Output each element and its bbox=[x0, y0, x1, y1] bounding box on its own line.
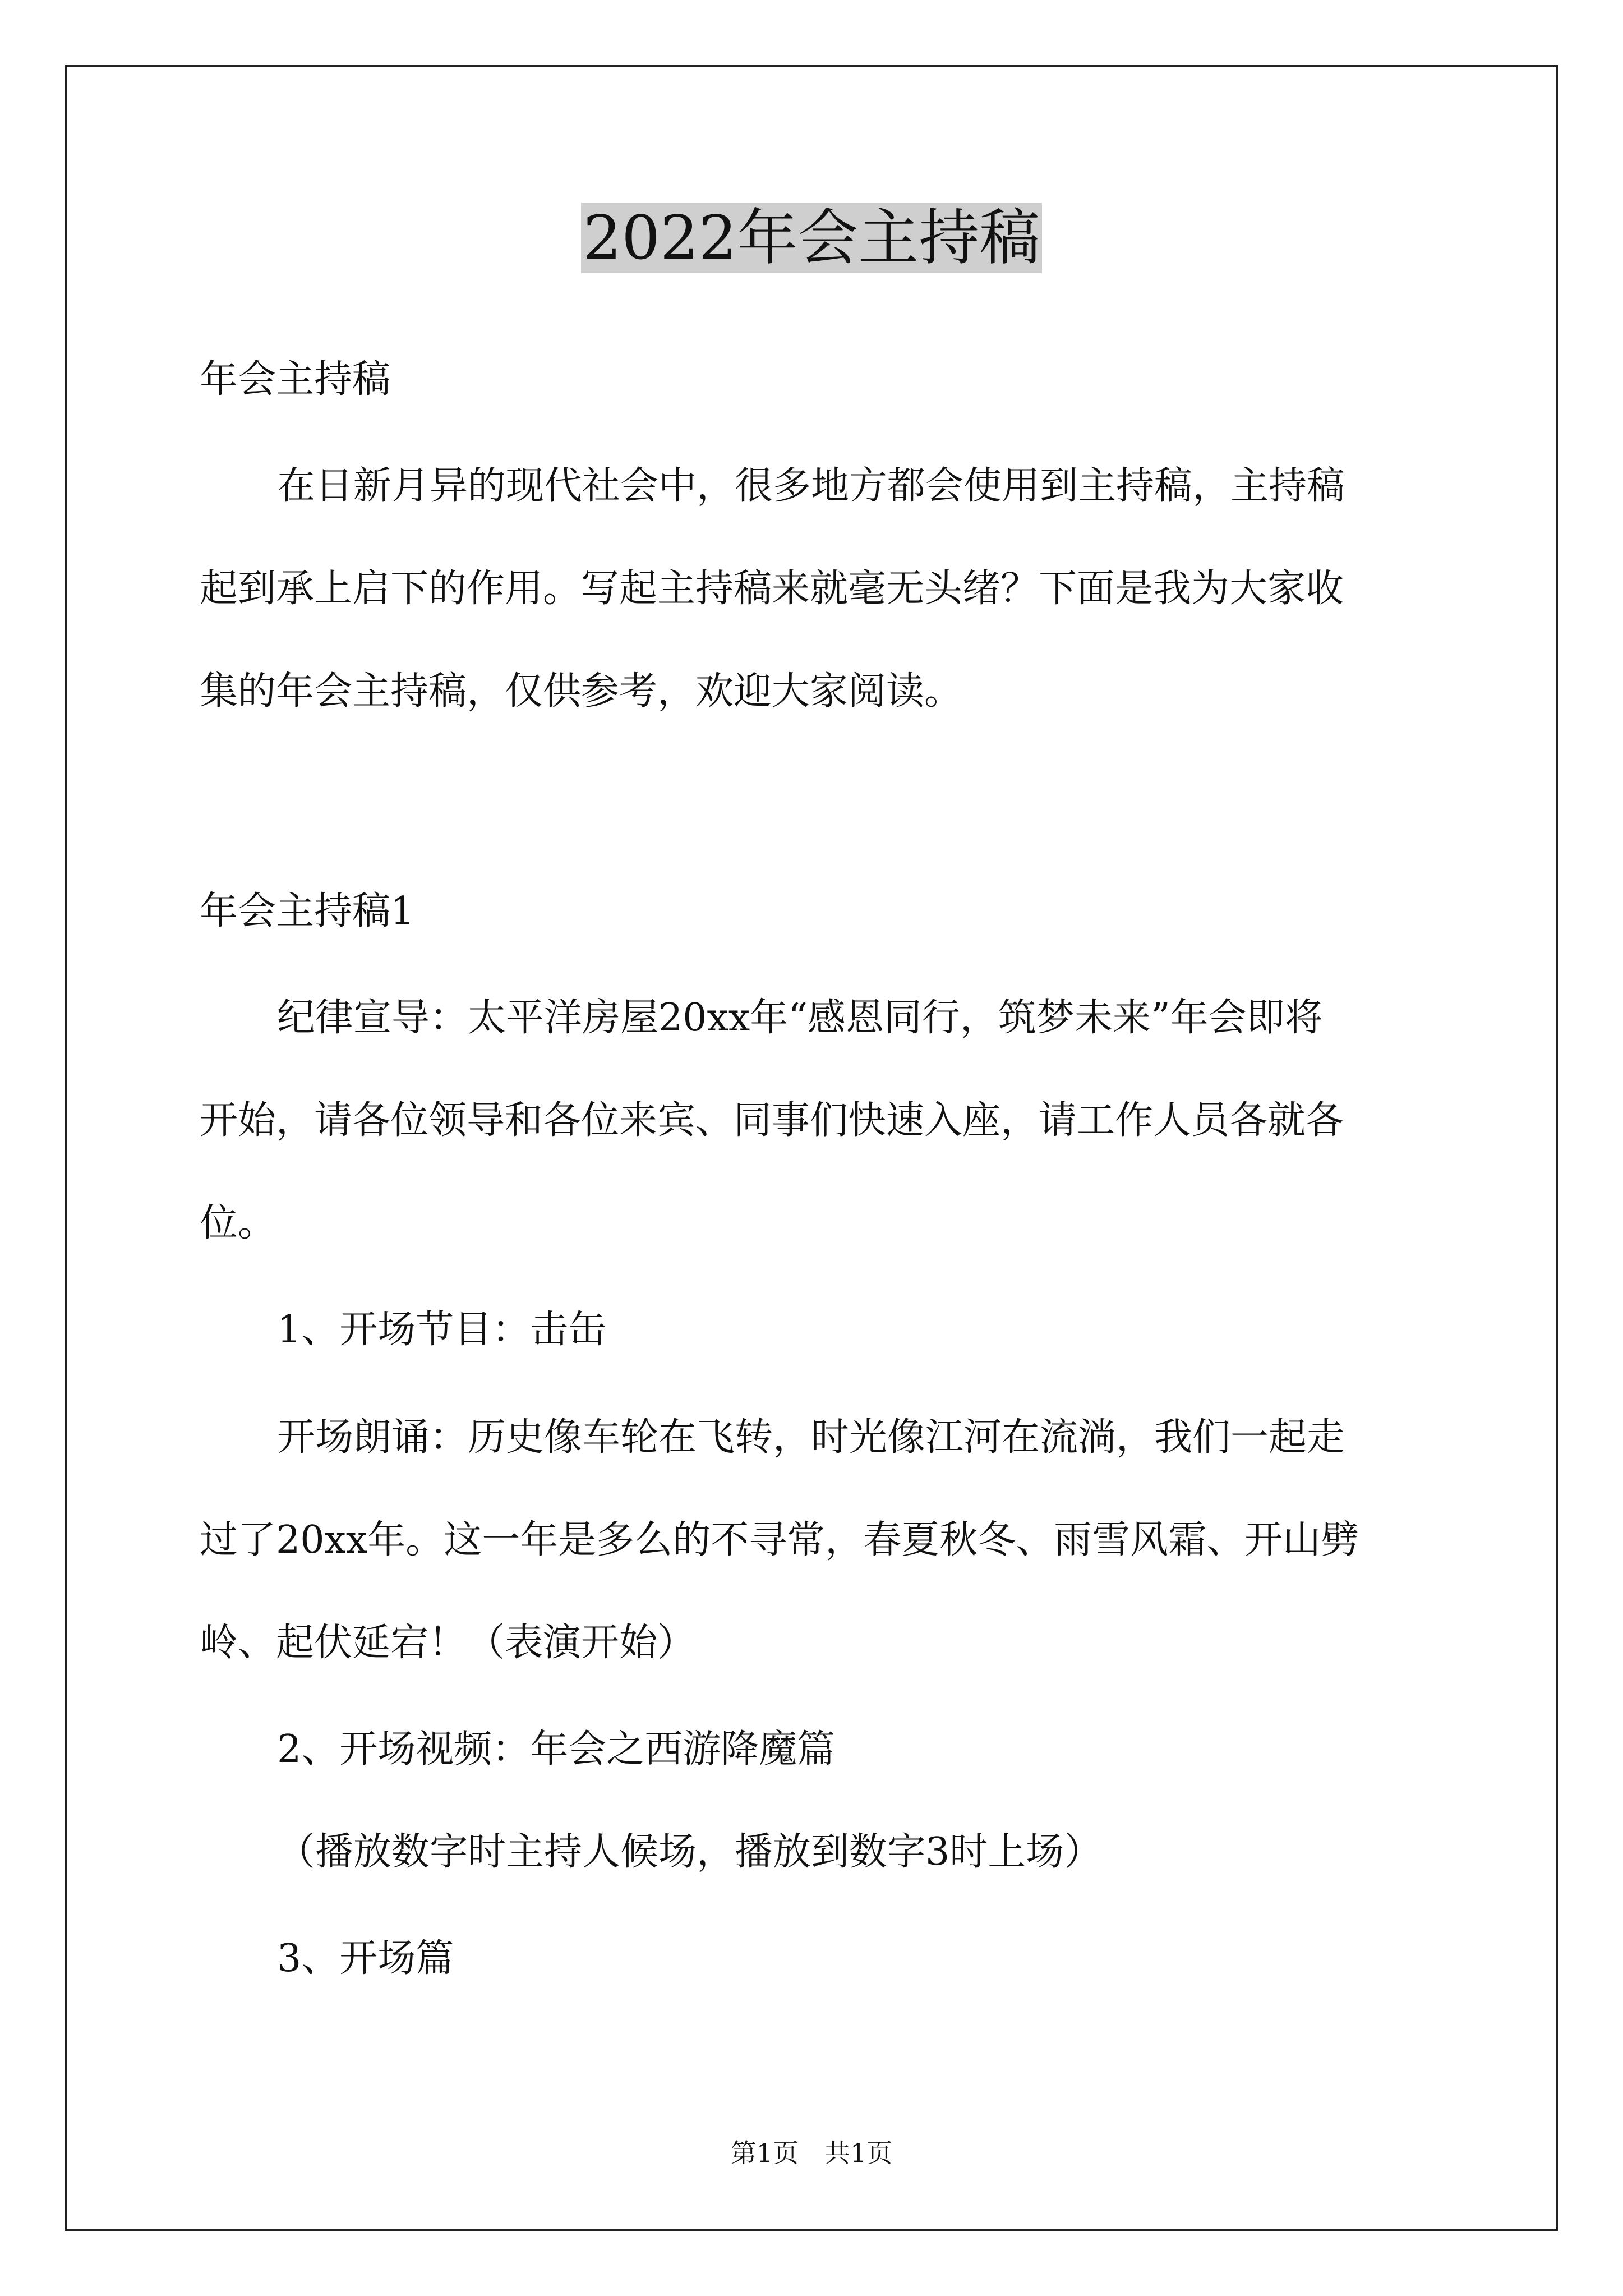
list-item-3: 3、开场篇 bbox=[277, 1936, 454, 1981]
section-heading: 年会主持稿1 bbox=[200, 889, 415, 933]
intro-line-2: 起到承上启下的作用。写起主持稿来就毫无头绪？下面是我为大家收 bbox=[200, 567, 1344, 611]
discipline-line-3: 位。 bbox=[200, 1201, 276, 1245]
recitation-line-1: 开场朗诵：历史像车轮在飞转，时光像江河在流淌，我们一起走 bbox=[277, 1415, 1345, 1460]
playback-note: （播放数字时主持人候场，播放到数字3时上场） bbox=[277, 1830, 1103, 1874]
page-footer: 第1页 共1页 bbox=[730, 2138, 893, 2168]
recitation-line-3: 岭、起伏延宕！（表演开始） bbox=[200, 1621, 696, 1665]
recitation-line-2: 过了20xx年。这一年是多么的不寻常，春夏秋冬、雨雪风霜、开山劈 bbox=[200, 1518, 1359, 1562]
list-item-1: 1、开场节目：击缶 bbox=[277, 1308, 607, 1352]
document-title bbox=[0, 199, 1623, 278]
discipline-line-2: 开始，请各位领导和各位来宾、同事们快速入座，请工作人员各就各 bbox=[200, 1098, 1344, 1143]
subtitle: 年会主持稿 bbox=[200, 357, 391, 402]
discipline-line-1: 纪律宣导：太平洋房屋20xx年“感恩同行，筑梦未来”年会即将 bbox=[277, 996, 1323, 1040]
intro-line-1: 在日新月异的现代社会中，很多地方都会使用到主持稿，主持稿 bbox=[277, 464, 1345, 508]
list-item-2: 2、开场视频：年会之西游降魔篇 bbox=[277, 1727, 836, 1772]
document-title-text: 2022年会主持稿 bbox=[581, 203, 1043, 273]
intro-line-3: 集的年会主持稿，仅供参考，欢迎大家阅读。 bbox=[200, 669, 963, 714]
